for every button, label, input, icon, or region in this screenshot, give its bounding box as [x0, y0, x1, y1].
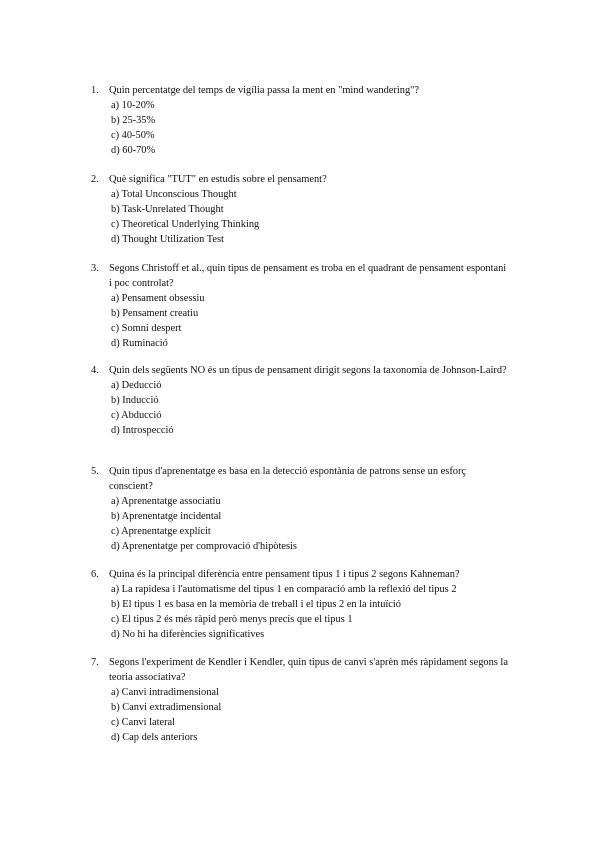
answer-options [111, 685, 511, 745]
question-number: 2. [91, 174, 99, 185]
option-c: c) Theoretical Underlying Thinking [111, 219, 260, 230]
question-text: Quin percentatge del temps de vigília passa la ment en "mind wandering"? [109, 85, 420, 96]
question-text: Segons Christoff et al., quin tipus de pensament es troba en el quadrant de pensament espontani i poc controlat? [109, 263, 507, 289]
question-text: Quin tipus d'aprenentatge es basa en la detecció espontània de patrons sense un esforç conscient? [109, 466, 467, 492]
question-number: 1. [91, 85, 99, 96]
answer-options [111, 582, 511, 642]
question-1 [91, 83, 511, 158]
option-a: a) Canvi intradimensional [111, 687, 219, 698]
option-a: a) Deducció [111, 380, 162, 391]
question-number: 3. [91, 263, 99, 274]
option-d: d) Cap dels anteriors [111, 732, 198, 743]
option-a: a) La rapidesa i l'automatisme del tipus 1 en comparació amb la reflexió del tipus 2 [111, 584, 457, 595]
option-a: a) Pensament obsessiu [111, 293, 205, 304]
option-a: a) Aprenentatge associatiu [111, 496, 221, 507]
option-b: b) Task-Unrelated Thought [111, 204, 224, 215]
question-number: 5. [91, 466, 99, 477]
option-d: d) Thought Utilization Test [111, 234, 224, 245]
option-b: b) Aprenentatge incidental [111, 511, 222, 522]
question-4 [91, 363, 511, 438]
question-text: Segons l'experiment de Kendler i Kendler, quin tipus de canvi s'aprèn més ràpidament segons la teoria associativa? [109, 657, 508, 683]
answer-options [111, 494, 511, 554]
answer-options [111, 187, 511, 247]
option-b: b) Canvi extradimensional [111, 702, 222, 713]
question-5 [91, 464, 511, 554]
option-c: c) El tipus 2 és més ràpid però menys precís que el tipus 1 [111, 614, 353, 625]
option-c: c) Somni despert [111, 323, 182, 334]
option-c: c) Abducció [111, 410, 162, 421]
question-2 [91, 172, 511, 247]
option-d: d) No hi ha diferències significatives [111, 629, 265, 640]
option-b: b) Pensament creatiu [111, 308, 199, 319]
question-text: Què significa "TUT" en estudis sobre el pensament? [109, 174, 327, 185]
question-text: Quina és la principal diferència entre pensament tipus 1 i tipus 2 segons Kahneman? [109, 569, 460, 580]
question-number: 4. [91, 365, 99, 376]
question-6 [91, 567, 511, 642]
option-b: b) 25-35% [111, 115, 156, 126]
option-c: c) 40-50% [111, 130, 155, 141]
option-d: d) Ruminació [111, 338, 168, 349]
answer-options [111, 291, 511, 351]
option-b: b) Inducció [111, 395, 159, 406]
option-c: c) Canvi lateral [111, 717, 176, 728]
option-a: a) Total Unconscious Thought [111, 189, 237, 200]
answer-options [111, 378, 511, 438]
option-a: a) 10-20% [111, 100, 155, 111]
question-3 [91, 261, 511, 351]
answer-options [111, 98, 511, 158]
option-d: d) Introspecció [111, 425, 174, 436]
question-7 [91, 655, 511, 745]
option-d: d) 60-70% [111, 145, 156, 156]
option-c: c) Aprenentatge explícit [111, 526, 211, 537]
question-text: Quin dels següents NO és un tipus de pensament dirigit segons la taxonomia de Johnson-Laird? [109, 365, 507, 376]
question-number: 6. [91, 569, 99, 580]
option-b: b) El tipus 1 es basa en la memòria de treball i el tipus 2 en la intuïció [111, 599, 401, 610]
question-number: 7. [91, 657, 99, 668]
option-d: d) Aprenentatge per comprovació d'hipòtesis [111, 541, 297, 552]
